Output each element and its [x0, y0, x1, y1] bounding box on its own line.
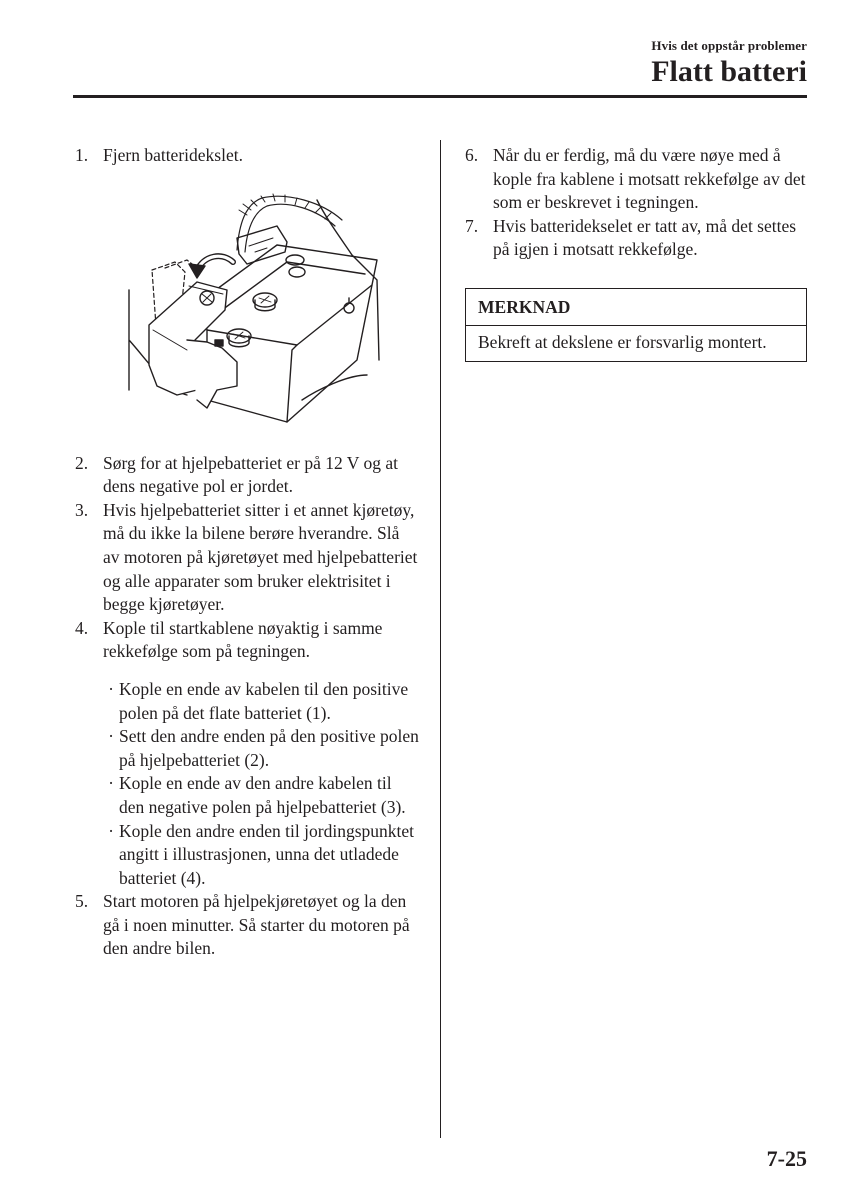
bullet-text: Kople en ende av kabelen til den positive polen på det flate batteriet (1). — [119, 678, 409, 723]
step-number: 7. — [465, 215, 479, 236]
terminal-icon — [286, 255, 305, 277]
note-body: Bekreft at dekslene er forsvarlig montert. — [478, 331, 767, 352]
step-7 — [465, 215, 807, 262]
list-item — [103, 678, 420, 725]
bullet-text: Sett den andre enden på den positive polen på hjelpebatteriet (2). — [119, 726, 419, 770]
terminal-icon — [253, 293, 277, 311]
right-column — [465, 144, 807, 362]
step-text: Når du er ferdig, må du være nøye med å kople fra kablene i motsatt rekkefølge av det som er beskrevet i tegningen. — [493, 145, 806, 213]
terminal-icon — [227, 329, 251, 347]
bullet-dot: · — [108, 820, 114, 841]
step-text: Start motoren på hjelpekjøretøyet og la den gå i noen minutter. Så starter du motoren på den andre bilen. — [103, 891, 410, 959]
page-title: Flatt batteri — [651, 55, 807, 88]
bullet-dot: · — [108, 773, 114, 794]
step-number: 2. — [75, 452, 89, 473]
note-box — [465, 288, 807, 362]
step-number: 6. — [465, 145, 479, 165]
column-divider — [440, 140, 441, 1138]
step-3 — [75, 499, 420, 617]
list-item — [103, 820, 420, 891]
step-number: 1. — [75, 145, 89, 165]
step-1 — [75, 144, 420, 168]
header-rule — [73, 95, 807, 98]
step-5 — [75, 890, 420, 961]
bullet-dot: · — [108, 726, 114, 747]
page-number: 7-25 — [766, 1146, 807, 1171]
battery-cover-illustration — [127, 190, 382, 426]
list-item — [103, 772, 420, 819]
step-6 — [465, 144, 807, 215]
step-text: Kople til startkablene nøyaktig i samme rekkefølge som på tegningen. — [103, 617, 383, 662]
connection-bullets — [103, 678, 420, 890]
step-text: Hvis hjelpebatteriet sitter i et annet kjøretøy, må du ikke la bilene berøre hverandre. Slå av motoren på kjøretøyet med hjelpebatteriet og alle apparater som bruker elektrisitet i begge kjøretøyer. — [103, 499, 418, 615]
step-number: 3. — [75, 499, 89, 520]
bullet-dot: · — [108, 678, 114, 699]
step-number: 5. — [75, 891, 89, 912]
note-title: MERKNAD — [466, 289, 806, 326]
step-number: 4. — [75, 617, 89, 638]
step-text: Sørg for at hjelpebatteriet er på 12 V og at dens negative pol er jordet. — [103, 452, 398, 497]
list-item — [103, 725, 420, 772]
step-text: Fjern batteridekslet. — [103, 145, 243, 165]
step-2 — [75, 452, 420, 499]
step-text: Hvis batteridekselet er tatt av, må det settes på igjen i motsatt rekkefølge. — [493, 215, 797, 260]
bullet-text: Kople den andre enden til jordingspunktet angitt i illustrasjonen, unna det utladede batteriet (4). — [119, 820, 414, 888]
section-label: Hvis det oppstår problemer — [651, 38, 807, 53]
step-4 — [75, 617, 420, 664]
bullet-text: Kople en ende av den andre kabelen til den negative polen på hjelpebatteriet (3). — [119, 773, 406, 817]
